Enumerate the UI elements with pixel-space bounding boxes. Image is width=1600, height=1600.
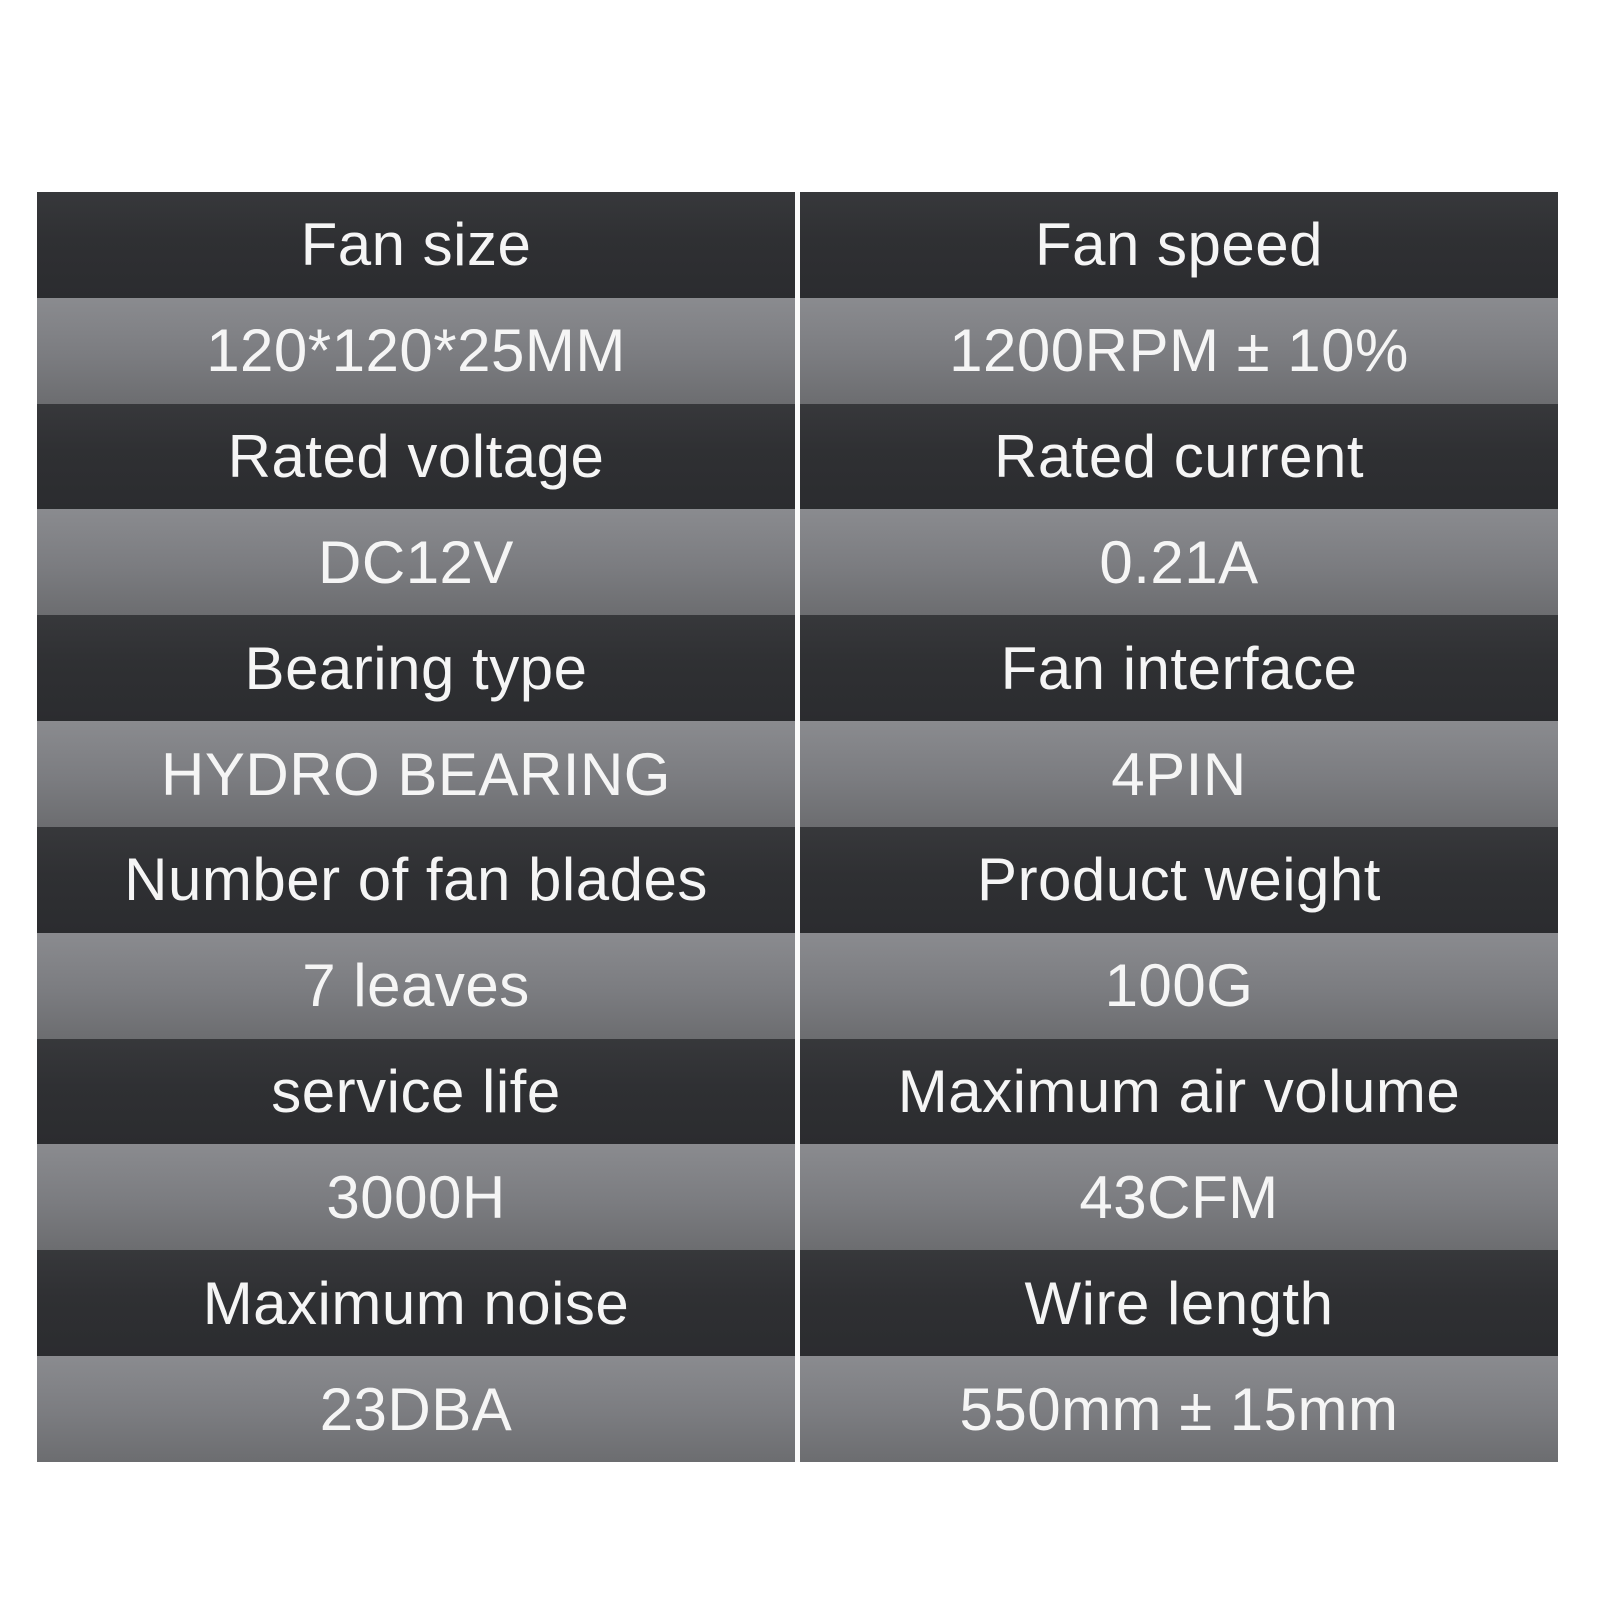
cell-fan-size-label: Fan size: [37, 192, 795, 298]
cell-max-air-volume-label: Maximum air volume: [800, 1039, 1558, 1145]
cell-product-weight-label: Product weight: [800, 827, 1558, 933]
cell-fan-speed-label: Fan speed: [800, 192, 1558, 298]
cell-service-life-value: 3000H: [37, 1144, 795, 1250]
cell-fan-interface-label: Fan interface: [800, 615, 1558, 721]
cell-fan-size-value: 120*120*25MM: [37, 298, 795, 404]
cell-max-air-volume-value: 43CFM: [800, 1144, 1558, 1250]
spec-column-left: [37, 192, 795, 1462]
cell-rated-current-label: Rated current: [800, 404, 1558, 510]
cell-fan-blades-value: 7 leaves: [37, 933, 795, 1039]
cell-fan-blades-label: Number of fan blades: [37, 827, 795, 933]
cell-fan-speed-value: 1200RPM ± 10%: [800, 298, 1558, 404]
cell-wire-length-label: Wire length: [800, 1250, 1558, 1356]
cell-product-weight-value: 100G: [800, 933, 1558, 1039]
spec-column-right: [800, 192, 1558, 1462]
cell-wire-length-value: 550mm ± 15mm: [800, 1356, 1558, 1462]
cell-bearing-type-value: HYDRO BEARING: [37, 721, 795, 827]
cell-rated-current-value: 0.21A: [800, 509, 1558, 615]
cell-max-noise-label: Maximum noise: [37, 1250, 795, 1356]
cell-bearing-type-label: Bearing type: [37, 615, 795, 721]
cell-rated-voltage-value: DC12V: [37, 509, 795, 615]
cell-fan-interface-value: 4PIN: [800, 721, 1558, 827]
cell-max-noise-value: 23DBA: [37, 1356, 795, 1462]
cell-service-life-label: service life: [37, 1039, 795, 1145]
cell-rated-voltage-label: Rated voltage: [37, 404, 795, 510]
fan-spec-table: [37, 192, 1558, 1462]
